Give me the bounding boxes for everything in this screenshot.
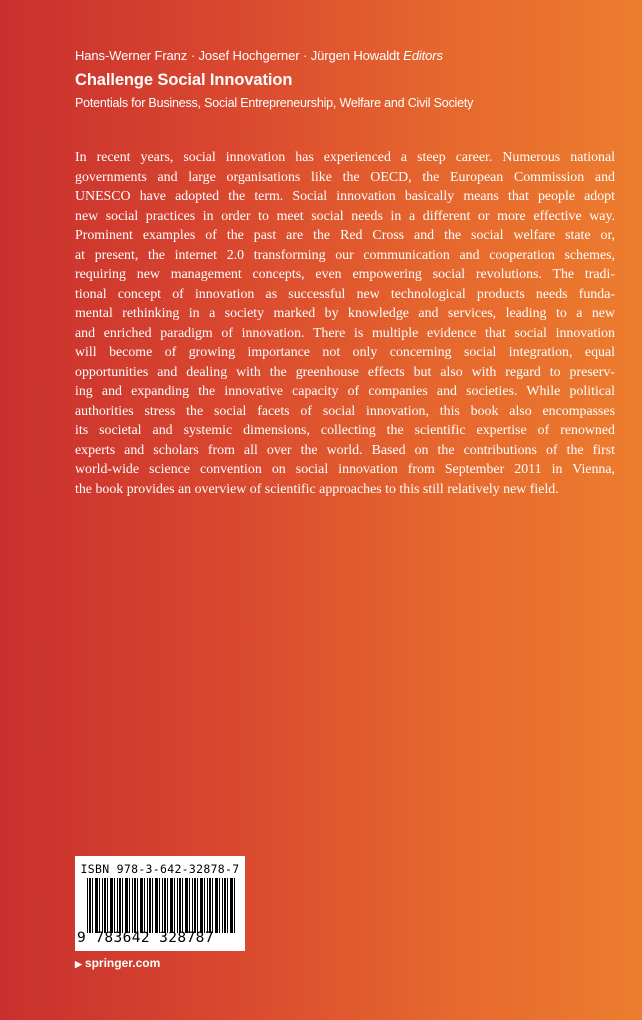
barcode-digits: 9 783642 328787	[77, 930, 214, 946]
isbn-number: ISBN 978-3-642-32878-7	[80, 862, 240, 876]
blurb-line: In recent years, social innovation has experienced a steep career. Numerous national	[75, 150, 615, 165]
blurb-line: the book provides an overview of scientific approaches to this still relatively new field.	[75, 481, 559, 497]
blurb-line: world-wide science convention on social innovation from September 2011 in Vienna,	[75, 462, 615, 477]
blurb-line: at present, the internet 2.0 transforming our communication and cooperation schemes,	[75, 247, 615, 263]
publisher-url: springer.com	[84, 956, 161, 970]
blurb-line: opportunities and dealing with the greenhouse effects but also with regard to preserv-	[75, 364, 615, 380]
back-cover-blurb	[75, 148, 615, 499]
blurb-line: governments and large organisations like the OECD, the European Commission and	[75, 169, 615, 185]
publisher-link[interactable]	[75, 956, 160, 970]
blurb-line: Prominent examples of the past are the Red Cross and the social welfare state or,	[75, 228, 615, 243]
triangle-right-icon: ▶	[75, 959, 82, 969]
editors-line	[75, 47, 615, 65]
blurb-line: requiring new management concepts, even empowering social revolutions. The tradi-	[75, 267, 615, 282]
barcode-bars	[87, 878, 237, 933]
blurb-line: its societal and systemic dimensions, collecting the scientific expertise of renowned	[75, 423, 615, 438]
editors-names: Hans-Werner Franz · Josef Hochgerner · Jürgen Howaldt	[75, 48, 400, 63]
book-title: Challenge Social Innovation	[75, 71, 293, 89]
blurb-line: UNESCO have adopted the term. Social innovation basically means that people adopt	[75, 189, 615, 204]
blurb-line: mental rethinking in a society marked by knowledge and services, leading to a new	[75, 306, 615, 321]
blurb-line: and enriched paradigm of innovation. There is multiple evidence that social innovation	[75, 325, 615, 341]
blurb-line: experts and scholars from all over the world. Based on the contributions of the first	[75, 442, 615, 458]
blurb-line: authorities stress the social facets of social innovation, this book also encompasses	[75, 403, 615, 419]
blurb-line: will become of growing importance not only concerning social integration, equal	[75, 345, 615, 360]
cover-header	[75, 47, 615, 112]
book-subtitle: Potentials for Business, Social Entrepreneurship, Welfare and Civil Society	[75, 96, 474, 110]
editors-role: Editors	[403, 48, 443, 63]
blurb-line: new social practices in order to meet social needs in a different or more effective way.	[75, 208, 615, 224]
isbn-barcode	[75, 856, 245, 951]
blurb-line: ing and expanding the innovative capacity of companies and societies. While political	[75, 384, 615, 399]
blurb-line: tional concept of innovation as successful new technological products needs funda-	[75, 286, 615, 302]
